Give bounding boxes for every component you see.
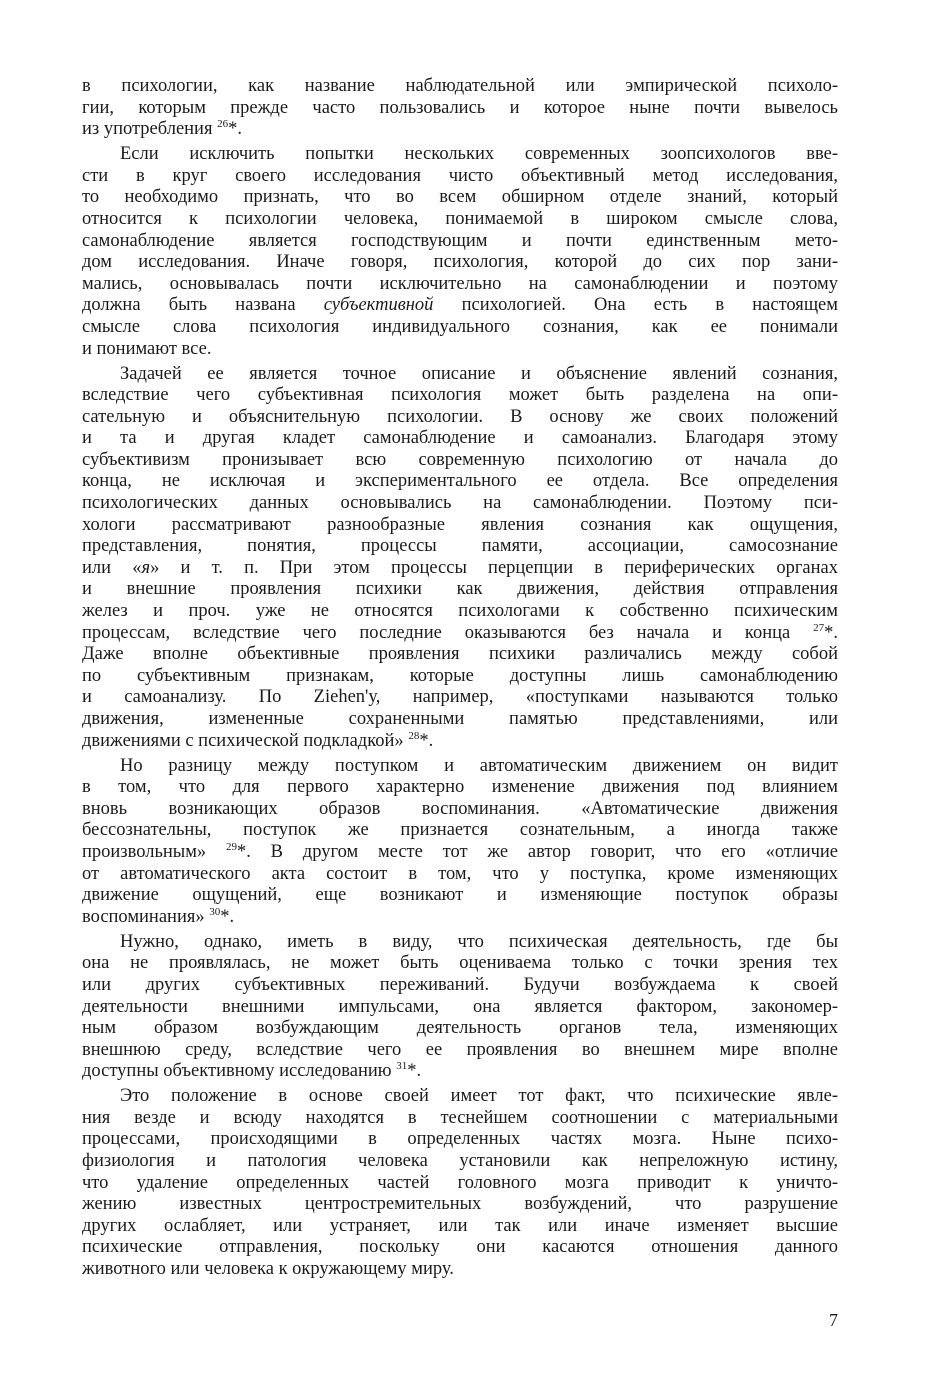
text-line [82, 295, 838, 317]
paragraph [82, 1086, 838, 1280]
footnote-ref: 28 [408, 729, 420, 742]
text-line: то необходимо признать, что во всем обширном отделе знаний, который [82, 187, 838, 208]
text-line: смысле слова психология индивидуального сознания, как ее понимали [82, 316, 838, 337]
paragraph [82, 144, 838, 360]
text-line: животного или человека к окружающему миру. [82, 1259, 454, 1280]
text-line [82, 1061, 838, 1083]
text-line: процессами, происходящими в определенных частях мозга. Ныне психо- [82, 1129, 838, 1150]
footnote-ref: 26 [217, 118, 229, 131]
text-line: хологи рассматривают разнообразные явления сознания как ощущения, [82, 514, 838, 535]
text-line: она не проявлялась, не может быть оцениваема только с точки зрения тех [82, 953, 838, 974]
italic-text: я [141, 557, 151, 578]
text-segment: воспоминания» [82, 906, 210, 927]
text-segment: должна быть названа [82, 295, 324, 316]
text-line: физиология и патология человека установили как непреложную истину, [82, 1151, 838, 1172]
text-line: конца, не исключая и экспериментального ее отдела. Все определения [82, 471, 838, 492]
book-page-text [82, 76, 838, 1284]
footnote-ref: 31 [396, 1060, 408, 1073]
text-line: гии, которым прежде часто пользовались и которое ныне почти вывелось [82, 97, 838, 118]
text-line: других ослабляет, или устраняет, или так или иначе изменяет высшие [82, 1215, 838, 1236]
text-line: Это положение в основе своей имеет тот факт, что психические явле- [120, 1086, 838, 1107]
text-line [82, 119, 838, 141]
footnote-ref: 27 [813, 621, 825, 634]
text-line: вследствие чего субъективная психология может быть разделена на опи- [82, 385, 838, 406]
text-line: в психологии, как название наблюдательной или эмпирической психоло- [82, 76, 838, 96]
text-line: и внешние проявления психики как движения, действия отправления [82, 579, 838, 600]
text-line: вновь возникающих образов воспоминания. «Автоматические движения [82, 798, 838, 819]
text-segment: доступны объективному исследованию [82, 1061, 397, 1082]
paragraph [82, 76, 838, 141]
text-segment: движениями с психической подкладкой» [82, 730, 409, 751]
paragraph [82, 756, 838, 929]
text-segment: *. [228, 119, 242, 140]
text-line: ния везде и всюду находятся в теснейшем соотношении с материальными [82, 1107, 838, 1128]
text-segment: *. [824, 622, 838, 643]
text-line: ным образом возбуждающим деятельность органов тела, изменяющих [82, 1018, 838, 1039]
text-line: мались, основывалась почти исключительно на самонаблюдении и поэтому [82, 273, 838, 294]
text-line: и та и другая кладет самонаблюдение и самоанализ. Благодаря этому [82, 428, 838, 449]
text-line: движения, измененные сохраненными памятью представлениями, или [82, 709, 838, 729]
text-line: дом исследования. Иначе говоря, психология, которой до сих пор зани- [82, 252, 838, 273]
text-line: от автоматического акта состоит в том, что у поступка, кроме изменяющих [82, 863, 838, 884]
text-line [82, 558, 838, 580]
text-segment: *. В другом месте тот же автор говорит, что его «отличие [236, 841, 839, 862]
text-line [82, 907, 838, 929]
text-line: сти в круг своего исследования чисто объективный метод исследования, [82, 165, 838, 186]
text-line: жению известных центростремительных возбуждений, что разрушение [82, 1194, 838, 1215]
text-segment: *. [419, 730, 434, 751]
footnote-ref: 29 [225, 840, 237, 853]
text-line: Даже вполне объективные проявления психики различались между собой [82, 644, 838, 665]
italic-text: субъективной [323, 295, 434, 316]
text-line: и понимают все. [82, 338, 212, 359]
text-segment: произвольным» [82, 841, 226, 862]
text-line: внешнюю среду, вследствие чего ее проявления во внешнем мире вполне [82, 1039, 838, 1060]
text-line: деятельности внешними импульсами, она является фактором, закономер- [82, 996, 838, 1017]
text-line [82, 842, 838, 864]
text-line: субъективизм пронизывает всю современную психологию от начала до [82, 449, 838, 470]
text-segment: » и т. п. При этом процессы перцепции в периферических органах [150, 557, 838, 578]
paragraph [82, 932, 838, 1083]
text-segment: или « [82, 557, 142, 578]
text-line: Но разницу между поступком и автоматическим движением он видит [120, 755, 838, 776]
text-line: Если исключить попытки нескольких современных зоопсихологов вве- [120, 144, 838, 165]
text-line: бессознательны, поступок же признается сознательным, а иногда также [82, 820, 838, 841]
text-line: что удаление определенных частей головного мозга приводит к уничто- [82, 1172, 838, 1193]
text-line: сательную и объяснительную психологии. В основу же своих положений [82, 406, 838, 427]
page-number: 7 [829, 1310, 838, 1330]
text-line: по субъективным признакам, которые доступны лишь самонаблюдению [82, 665, 838, 686]
text-line: Нужно, однако, иметь в виду, что психическая деятельность, где бы [120, 931, 838, 952]
text-line: в том, что для первого характерно изменение движения под влиянием [82, 777, 838, 798]
text-line: относится к психологии человека, понимаемой в широком смысле слова, [82, 208, 838, 229]
text-segment: психологией. Она есть в настоящем [433, 295, 838, 316]
text-line: представления, понятия, процессы памяти, ассоциации, самосознание [82, 536, 838, 557]
text-line: самонаблюдение является господствующим и почти единственным мето- [82, 230, 838, 251]
text-line: и самоанализу. По Ziehen'у, например, «поступками называются только [82, 687, 838, 708]
text-segment: *. [220, 906, 235, 927]
text-line: желез и проч. уже не относятся психологами к собственно психическим [82, 601, 838, 622]
footnote-ref: 30 [209, 905, 221, 918]
text-line [82, 623, 838, 645]
paragraph [82, 364, 838, 753]
text-segment: из употребления [82, 119, 218, 140]
text-line [82, 731, 838, 753]
text-line: психологических данных основывались на самонаблюдении. Поэтому пси- [82, 493, 838, 514]
text-line: или других субъективных переживаний. Будучи возбуждаема к своей [82, 974, 838, 995]
text-line: Задачей ее является точное описание и объяснение явлений сознания, [120, 363, 838, 384]
text-segment: процессам, вследствие чего последние оказываются без начала и конца [82, 622, 814, 643]
text-segment: *. [407, 1061, 422, 1082]
text-line: психические отправления, поскольку они касаются отношения данного [82, 1237, 838, 1258]
text-line: движение ощущений, еще возникают и изменяющие поступок образы [82, 885, 838, 906]
